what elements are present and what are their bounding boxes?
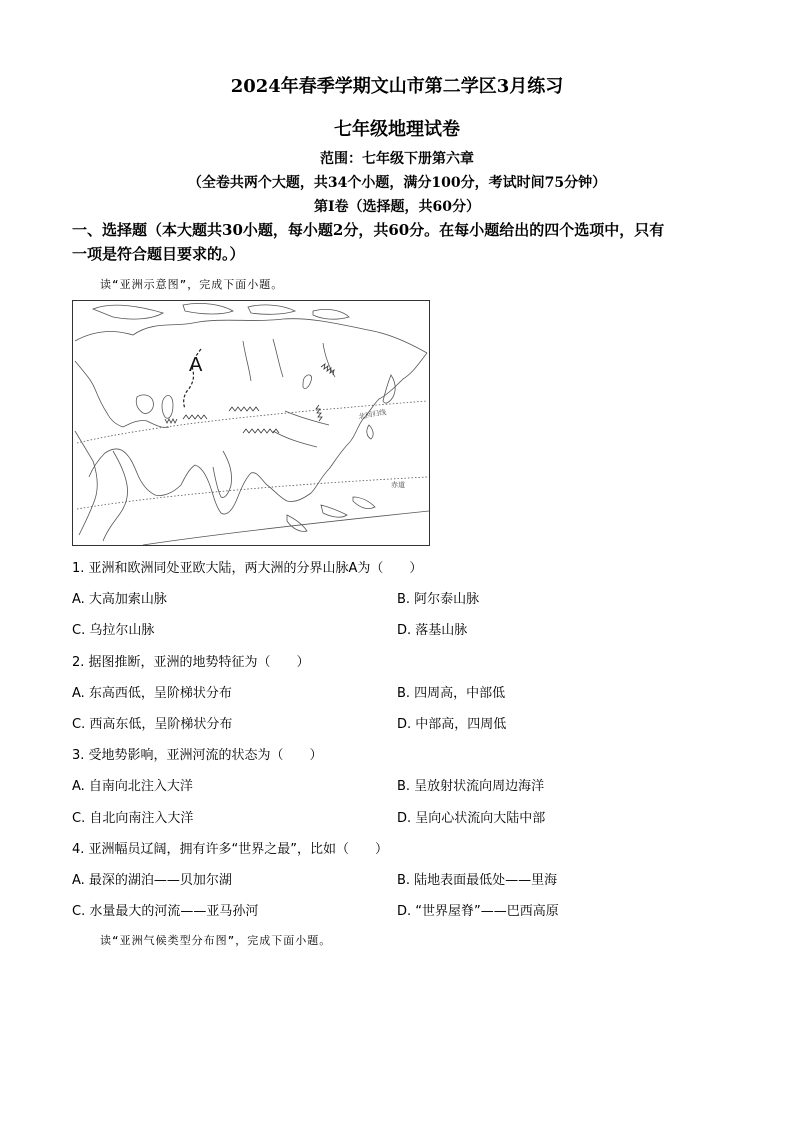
map-label-tropic: 北回归线: [357, 408, 387, 421]
question-2-stem: 2. 据图推断，亚洲的地势特征为（ ）: [72, 655, 310, 670]
section-heading-line2: 一项是符合题目要求的。）: [72, 245, 245, 263]
asia-map-graphic: [73, 301, 429, 545]
question-3-option-c[interactable]: C. 自北向南注入大洋: [72, 811, 194, 826]
map-label-equator: 赤道: [391, 481, 405, 489]
volume-heading: 第Ⅰ卷（选择题，共60分）: [313, 199, 481, 215]
section-heading-line1: 一、选择题（本大题共30小题，每小题2分，共60分。在每小题给出的四个选项中，只有: [72, 221, 665, 239]
map-label-a: A: [189, 354, 203, 376]
question-2-option-c[interactable]: C. 西高东低，呈阶梯状分布: [72, 717, 233, 732]
question-1-option-a[interactable]: A. 大高加索山脉: [72, 592, 167, 607]
question-2-option-d[interactable]: D. 中部高，四周低: [397, 717, 507, 732]
exam-title: 2024年春季学期文山市第二学区3月练习: [230, 76, 564, 97]
question-4-option-d[interactable]: D. “世界屋脊”——巴西高原: [397, 904, 559, 919]
question-4-option-c[interactable]: C. 水量最大的河流——亚马孙河: [72, 904, 259, 919]
asia-map: [72, 300, 430, 546]
question-2-option-b[interactable]: B. 四周高，中部低: [397, 686, 506, 701]
question-1-option-b[interactable]: B. 阿尔泰山脉: [397, 592, 480, 607]
question-4-stem: 4. 亚洲幅员辽阔，拥有许多“世界之最”，比如（ ）: [72, 842, 389, 857]
question-4-option-b[interactable]: B. 陆地表面最低处——里海: [397, 873, 558, 888]
question-4-option-a[interactable]: A. 最深的湖泊——贝加尔湖: [72, 873, 232, 888]
question-3-stem: 3. 受地势影响，亚洲河流的状态为（ ）: [72, 748, 323, 763]
question-1-stem: 1. 亚洲和欧洲同处亚欧大陆，两大洲的分界山脉A为（ ）: [72, 561, 423, 576]
question-2-option-a[interactable]: A. 东高西低，呈阶梯状分布: [72, 686, 232, 701]
question-3-option-a[interactable]: A. 自南向北注入大洋: [72, 779, 193, 794]
question-3-option-b[interactable]: B. 呈放射状流向周边海洋: [397, 779, 545, 794]
climate-map-caption: 读“亚洲气候类型分布图”，完成下面小题。: [100, 934, 332, 947]
question-3-option-d[interactable]: D. 呈向心状流向大陆中部: [397, 811, 546, 826]
map-caption: 读“亚洲示意图”，完成下面小题。: [100, 278, 284, 291]
exam-scope: 范围：七年级下册第六章: [320, 151, 474, 167]
question-1-option-c[interactable]: C. 乌拉尔山脉: [72, 623, 155, 638]
question-1-option-d[interactable]: D. 落基山脉: [397, 623, 468, 638]
exam-subtitle: 七年级地理试卷: [334, 119, 460, 140]
exam-info: （全卷共两个大题，共34个小题，满分100分，考试时间75分钟）: [187, 175, 607, 191]
